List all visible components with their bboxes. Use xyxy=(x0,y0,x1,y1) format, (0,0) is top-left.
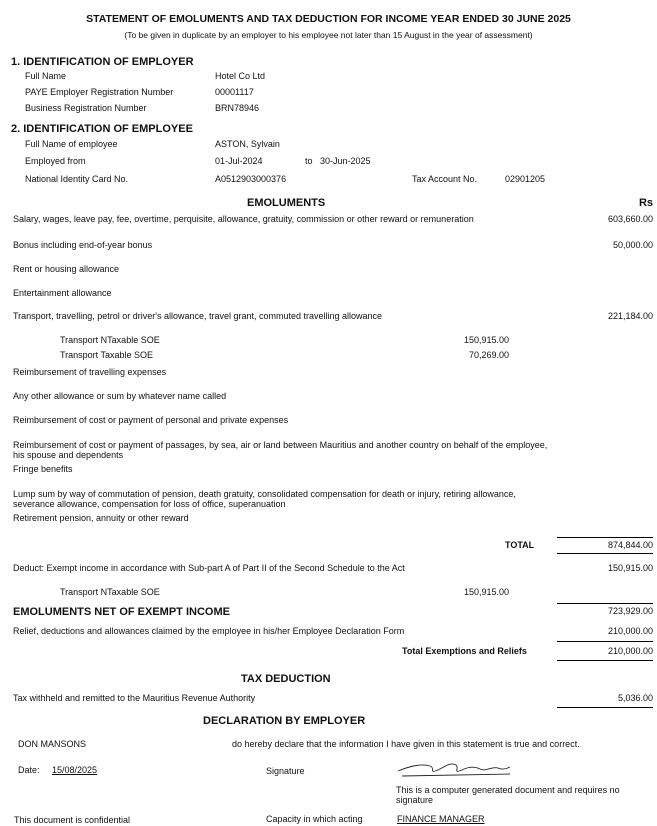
total-top-rule xyxy=(557,537,653,538)
total-exemptions-rule xyxy=(557,660,653,661)
date-value: 15/08/2025 xyxy=(52,765,98,775)
relief-label: Relief, deductions and allowances claimed by the employee in his/her Employee Declaration Form xyxy=(13,626,405,636)
salary-value: 603,660.00 xyxy=(607,214,653,224)
employer-heading: 1. IDENTIFICATION OF EMPLOYER xyxy=(11,56,194,68)
date-label: Date: xyxy=(18,765,40,775)
nic-label: National Identity Card No. xyxy=(25,174,129,184)
bonus-label: Bonus including end-of-year bonus xyxy=(13,240,153,250)
signature-scribble xyxy=(394,757,514,781)
transport-tax-value: 70,269.00 xyxy=(468,350,509,360)
employee-heading: 2. IDENTIFICATION OF EMPLOYEE xyxy=(11,123,193,135)
employee-name-label: Full Name of employee xyxy=(25,139,118,149)
reimb-passages-label: Reimbursement of cost or payment of passages, by sea, air or land between Mauritius and another country on behalf of the employee, his spouse and dependents xyxy=(13,440,548,461)
brn-value: BRN78946 xyxy=(215,103,260,113)
deduct-label: Deduct: Exempt income in accordance with Sub-part A of Part II of the Second Schedule to the Act xyxy=(13,563,405,573)
employed-from-label: Employed from xyxy=(25,156,86,166)
transport-ntax-value: 150,915.00 xyxy=(463,335,509,345)
deduct-ntax-label: Transport NTaxable SOE xyxy=(60,587,160,597)
declarant-name: DON MANSONS xyxy=(18,739,87,749)
emoluments-heading: EMOLUMENTS xyxy=(247,197,326,209)
declaration-statement: do hereby declare that the information I have given in this statement is true and correct. xyxy=(232,739,580,749)
employed-to-value: 30-Jun-2025 xyxy=(320,156,371,166)
tax-rule xyxy=(557,707,653,708)
net-label: EMOLUMENTS NET OF EXEMPT INCOME xyxy=(13,606,230,618)
employee-name-value: ASTON, Sylvain xyxy=(215,139,280,149)
employer-name-value: Hotel Co Ltd xyxy=(215,71,266,81)
tax-withheld-label: Tax withheld and remitted to the Mauritius Revenue Authority xyxy=(13,693,256,703)
rent-label: Rent or housing allowance xyxy=(13,264,120,274)
declaration-heading: DECLARATION BY EMPLOYER xyxy=(203,715,366,727)
other-allowance-label: Any other allowance or sum by whatever name called xyxy=(13,391,227,401)
currency-label: Rs xyxy=(638,197,653,209)
transport-ntax-label: Transport NTaxable SOE xyxy=(60,335,160,345)
total-exemptions-label: Total Exemptions and Reliefs xyxy=(402,646,527,656)
retirement-label: Retirement pension, annuity or other reward xyxy=(13,513,189,523)
net-top-rule xyxy=(557,603,653,604)
reimb-personal-label: Reimbursement of cost or payment of personal and private expenses xyxy=(13,415,289,425)
computer-generated-note: This is a computer generated document and requires no signature xyxy=(396,785,620,806)
page-title: STATEMENT OF EMOLUMENTS AND TAX DEDUCTION FOR INCOME YEAR ENDED 30 JUNE 2025 xyxy=(86,13,571,25)
employer-name-label: Full Name xyxy=(25,71,67,81)
tax-withheld-value: 5,036.00 xyxy=(617,693,653,703)
brn-label: Business Registration Number xyxy=(25,103,147,113)
tan-label: Tax Account No. xyxy=(412,174,478,184)
employed-from-value: 01-Jul-2024 xyxy=(215,156,263,166)
relief-rule xyxy=(557,641,653,642)
transport-tax-label: Transport Taxable SOE xyxy=(60,350,154,360)
tan-value: 02901205 xyxy=(505,174,546,184)
deduct-value: 150,915.00 xyxy=(607,563,653,573)
total-value: 874,844.00 xyxy=(607,540,653,550)
bonus-value: 50,000.00 xyxy=(612,240,653,250)
lump-sum-label: Lump sum by way of commutation of pension, death gratuity, consolidated compensation for death or injury, retiring allowance, severance allowance, compensation for loss of office, superanuation xyxy=(13,489,516,510)
transport-value: 221,184.00 xyxy=(607,311,653,321)
tax-heading: TAX DEDUCTION xyxy=(241,673,331,685)
capacity-value: FINANCE MANAGER xyxy=(397,814,485,824)
confidential-note: This document is confidential xyxy=(14,815,131,825)
fringe-label: Fringe benefits xyxy=(13,464,73,474)
relief-value: 210,000.00 xyxy=(607,626,653,636)
capacity-label: Capacity in which acting xyxy=(266,814,363,824)
net-value: 723,929.00 xyxy=(607,606,653,616)
total-label: TOTAL xyxy=(505,540,535,550)
signature-label: Signature xyxy=(266,766,305,776)
total-bottom-rule xyxy=(557,553,653,554)
salary-label: Salary, wages, leave pay, fee, overtime, perquisite, allowance, gratuity, commission or other reward or remuneration xyxy=(13,214,474,224)
reimb-travel-label: Reimbursement of travelling expenses xyxy=(13,367,167,377)
deduct-ntax-value: 150,915.00 xyxy=(463,587,509,597)
total-exemptions-value: 210,000.00 xyxy=(607,646,653,656)
page-subtitle: (To be given in duplicate by an employer to his employee not later than 15 August in the year of assessment) xyxy=(124,30,533,40)
entertainment-label: Entertainment allowance xyxy=(13,288,112,298)
employed-to-label: to xyxy=(305,156,313,166)
paye-label: PAYE Employer Registration Number xyxy=(25,87,174,97)
nic-value: A0512903000376 xyxy=(215,174,287,184)
paye-value: 00001117 xyxy=(215,87,254,97)
transport-label: Transport, travelling, petrol or driver's allowance, travel grant, commuted travelling allowance xyxy=(13,311,383,321)
